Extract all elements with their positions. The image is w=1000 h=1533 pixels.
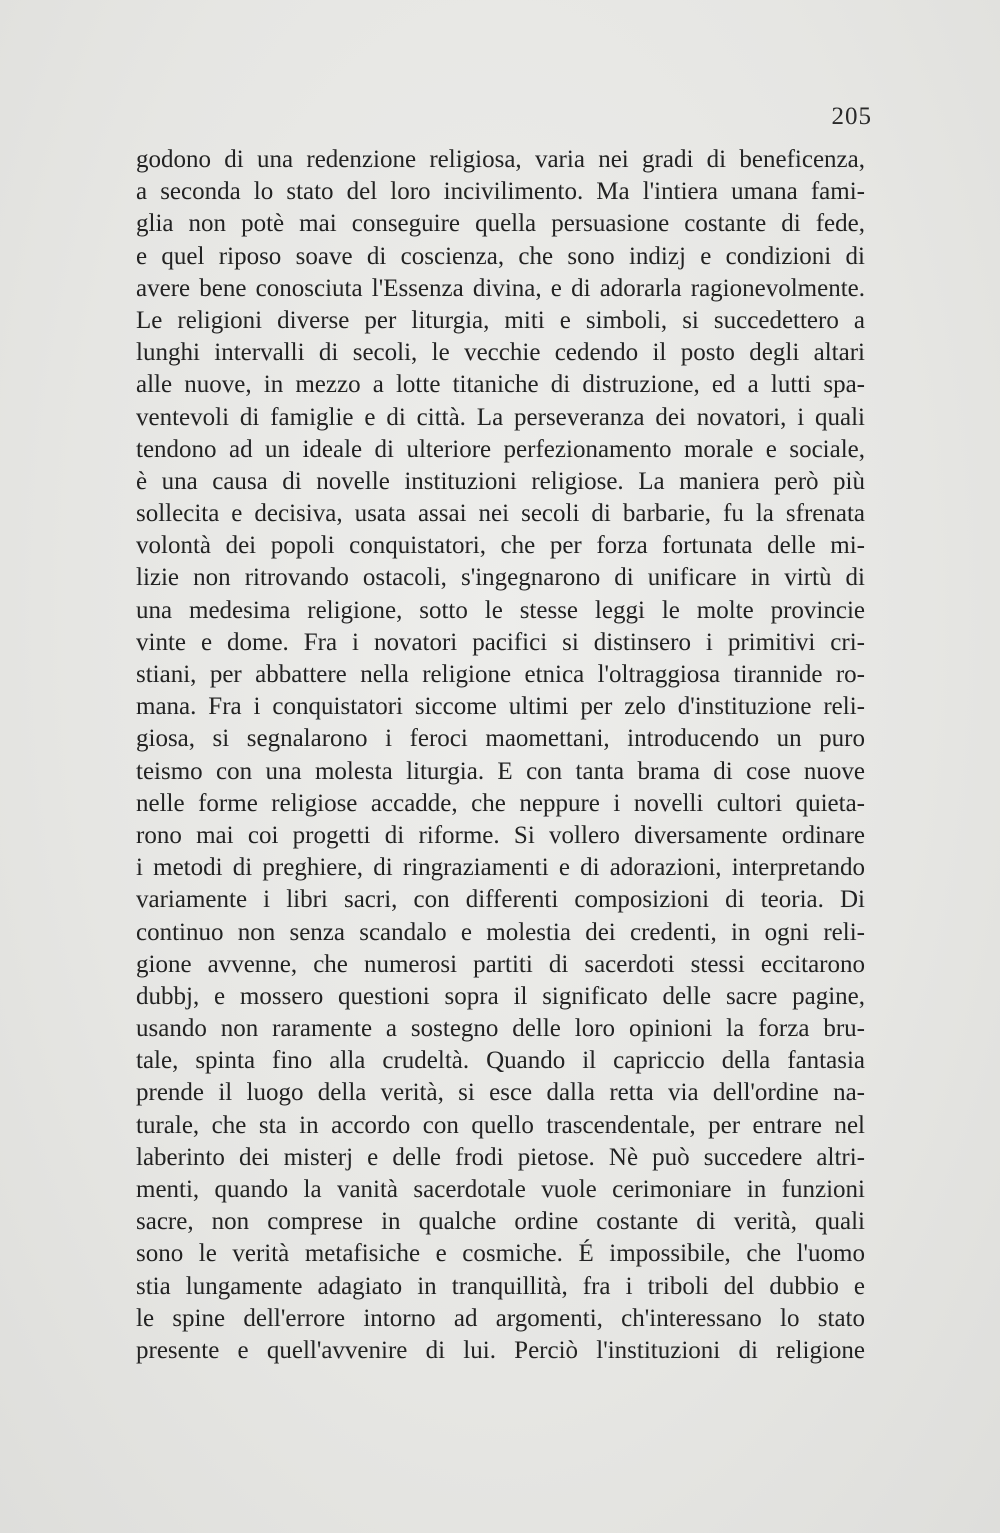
- text-line: volontà dei popoli conquistatori, che per forza fortunata delle mi-: [136, 532, 865, 560]
- text-line: mana. Fra i conquistatori siccome ultimi per zelo d'instituzione reli-: [136, 693, 865, 721]
- text-line: gione avvenne, che numerosi partiti di sacerdoti stessi eccitarono: [136, 950, 865, 978]
- text-line: nelle forme religiose accadde, che neppure i novelli cultori quieta-: [136, 789, 865, 817]
- text-line: laberinto dei misterj e delle frodi pietose. Nè può succedere altri-: [136, 1143, 865, 1171]
- text-line: rono mai coi progetti di riforme. Si vollero diversamente ordinare: [136, 821, 865, 849]
- text-line: lizie non ritrovando ostacoli, s'ingegnarono di unificare in virtù di: [136, 564, 865, 592]
- text-line: dubbj, e mossero questioni sopra il significato delle sacre pagine,: [136, 982, 865, 1010]
- text-line: una medesima religione, sotto le stesse leggi le molte provincie: [136, 596, 865, 624]
- text-line: godono di una redenzione religiosa, varia nei gradi di beneficenza,: [136, 146, 865, 173]
- text-line: lunghi intervalli di secoli, le vecchie cedendo il posto degli altari: [136, 339, 865, 367]
- text-line: stiani, per abbattere nella religione etnica l'oltraggiosa tirannide ro-: [136, 661, 865, 688]
- text-line: sacre, non comprese in qualche ordine costante di verità, quali: [136, 1208, 865, 1236]
- text-line: vinte e dome. Fra i novatori pacifici si distinsero i primitivi cri-: [136, 628, 865, 656]
- text-line: alle nuove, in mezzo a lotte titaniche di distruzione, ed a lutti spa-: [136, 371, 865, 399]
- text-line: presente e quell'avvenire di lui. Perciò l'instituzioni di religione: [136, 1336, 865, 1364]
- text-line: tale, spinta fino alla crudeltà. Quando il capriccio della fantasia: [136, 1047, 865, 1075]
- text-line: giosa, si segnalarono i feroci maomettani, introducendo un puro: [136, 725, 865, 753]
- text-line: usando non raramente a sostegno delle loro opinioni la forza bru-: [136, 1015, 865, 1043]
- text-line: sono le verità metafisiche e cosmiche. É impossibile, che l'uomo: [136, 1240, 865, 1268]
- text-line: glia non potè mai conseguire quella persuasione costante di fede,: [136, 210, 865, 238]
- text-line: a seconda lo stato del loro incivilimento. Ma l'intiera umana fami-: [136, 178, 865, 206]
- text-line: sollecita e decisiva, usata assai nei secoli di barbarie, fu la sfrenata: [136, 500, 865, 528]
- text-line: continuo non senza scandalo e molestia dei credenti, in ogni reli-: [136, 918, 865, 946]
- text-line: ventevoli di famiglie e di città. La perseveranza dei novatori, i quali: [136, 403, 865, 431]
- text-line: le spine dell'errore intorno ad argomenti, ch'interessano lo stato: [136, 1304, 865, 1332]
- page-number: 205: [831, 103, 872, 130]
- text-line: è una causa di novelle instituzioni religiose. La maniera però più: [136, 467, 865, 495]
- text-line: teismo con una molesta liturgia. E con tanta brama di cose nuove: [136, 757, 865, 785]
- text-line: prende il luogo della verità, si esce dalla retta via dell'ordine na-: [136, 1079, 865, 1107]
- text-line: turale, che sta in accordo con quello trascendentale, per entrare nel: [136, 1111, 865, 1139]
- text-line: e quel riposo soave di coscienza, che sono indizj e condizioni di: [136, 242, 865, 270]
- body-text: [136, 144, 865, 1367]
- text-line: avere bene conosciuta l'Essenza divina, e di adorarla ragionevolmente.: [136, 274, 865, 302]
- text-line: i metodi di preghiere, di ringraziamenti e di adorazioni, interpretando: [136, 854, 865, 882]
- text-line: menti, quando la vanità sacerdotale vuole cerimoniare in funzioni: [136, 1176, 865, 1203]
- text-line: tendono ad un ideale di ulteriore perfezionamento morale e sociale,: [136, 435, 865, 463]
- text-line: Le religioni diverse per liturgia, miti e simboli, si succedettero a: [136, 306, 865, 334]
- text-line: variamente i libri sacri, con differenti composizioni di teoria. Di: [136, 886, 865, 914]
- text-line: stia lungamente adagiato in tranquillità, fra i triboli del dubbio e: [136, 1272, 865, 1300]
